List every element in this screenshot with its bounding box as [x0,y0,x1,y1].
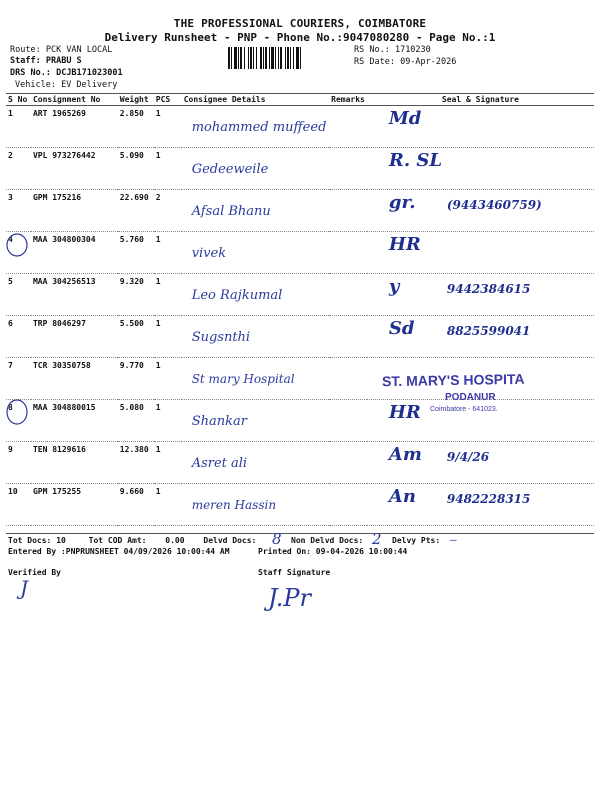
row-sno: 10 [6,484,31,526]
header-pcs: PCS [154,94,182,106]
row-remarks [329,106,367,148]
row-consignment-no: VPL 973276442 [31,148,118,190]
handwritten-signature: HR [388,402,421,423]
hospital-stamp-city: Coimbatore - 641023. [430,406,498,413]
row-consignee-cell [182,106,329,148]
row-remarks [329,400,367,442]
table-row [6,190,594,232]
delivered-count: 8 [272,530,282,548]
row-sno: 3 [6,190,31,232]
row-sno: 2 [6,148,31,190]
consignee-handwritten-name: mohammed muffeed [191,120,327,135]
non-delivered-count: 2 [372,530,382,548]
row-weight: 9.660 [118,484,154,526]
row-consignment-no: TCR 30350758 [31,358,118,400]
row-pcs: 1 [154,232,182,274]
row-consignment-no: MAA 304880015 [31,400,118,442]
row-pcs: 1 [154,316,182,358]
handwritten-phone: 8825599041 [446,324,531,338]
table-row [6,400,594,442]
row-consignment-no: GPM 175216 [31,190,118,232]
row-remarks [329,484,367,526]
verified-by-signature: J [20,576,29,600]
handwritten-signature: HR [388,234,421,255]
header-sno: S No [6,94,31,106]
footer-rule [6,533,594,534]
consignee-handwritten-name: Shankar [191,414,247,429]
staff-signature-label: Staff Signature [258,568,331,577]
row-weight: 9.770 [118,358,154,400]
row-consignee-cell [182,358,329,400]
barcode [228,47,350,69]
table-row [6,148,594,190]
footer-totals: Tot Docs: 10 Tot COD Amt: 0.00 Delvd Docs: [8,536,257,545]
row-8-circle-mark [4,398,30,426]
handwritten-phone: 9482228315 [446,492,531,506]
row-remarks [329,148,367,190]
consignee-handwritten-name: vivek [191,246,227,261]
row-sno: 4 [6,232,31,274]
header-remarks: Remarks [331,95,365,104]
hospital-stamp-name: ST. MARY'S HOSPITA [381,370,525,390]
row-seal-signature-cell [367,484,594,526]
row-pcs: 2 [154,190,182,232]
runsheet-table [6,93,594,526]
table-row [6,316,594,358]
row-remarks [329,274,367,316]
entered-by: Entered By :PNPRUNSHEET 04/09/2026 10:00:44 AM [8,547,230,556]
handwritten-signature: Am [388,444,422,465]
row-consignee-cell [182,442,329,484]
row-pcs: 1 [154,358,182,400]
document-title: THE PROFESSIONAL COURIERS, COIMBATORE [173,17,427,30]
handwritten-phone: (9443460759) [446,198,542,212]
row-pcs: 1 [154,106,182,148]
row-seal-signature-cell [367,442,594,484]
row-consignment-no: ART 1965269 [31,106,118,148]
non-delivered-label: Non Delvd Docs: [291,536,364,545]
table-row [6,484,594,526]
row-pcs: 1 [154,148,182,190]
consignee-handwritten-name: Sugsnthi [191,330,251,345]
row-consignment-no: GPM 175255 [31,484,118,526]
row-weight: 5.760 [118,232,154,274]
row-seal-signature-cell [367,190,594,232]
row-consignment-no: MAA 304256513 [31,274,118,316]
row-sno: 9 [6,442,31,484]
delivery-points-label: Delvy Pts: [392,536,441,545]
row-consignment-no: TRP 8046297 [31,316,118,358]
row-consignee-cell [182,148,329,190]
hospital-stamp-place: PODANUR [445,392,496,403]
row-weight: 5.500 [118,316,154,358]
row-sno: 7 [6,358,31,400]
handwritten-signature: Sd [388,318,415,339]
row-remarks [329,232,367,274]
table-row [6,442,594,484]
row-seal-signature-cell [367,106,594,148]
row-seal-signature-cell [367,274,594,316]
table-row [6,106,594,148]
row-consignment-no: TEN 8129616 [31,442,118,484]
drs-line: DRS No.: DCJB171023001 [10,68,123,78]
consignee-handwritten-name: meren Hassin [191,498,277,512]
row-weight: 22.690 [118,190,154,232]
table-row [6,232,594,274]
row-remarks [329,190,367,232]
printed-on: Printed On: 09-04-2026 10:00:44 [258,547,408,556]
verified-by-label: Verified By [8,568,61,577]
row-consignment-no: MAA 304800304 [31,232,118,274]
row-consignee-cell [182,190,329,232]
vehicle-line: Vehicle: EV Delivery [15,80,118,90]
row-pcs: 1 [154,484,182,526]
staff-line: Staff: PRABU S [10,56,82,66]
consignee-handwritten-name: Afsal Bhanu [191,204,271,219]
row-seal-signature-cell [367,316,594,358]
consignee-handwritten-name: St mary Hospital [191,372,295,386]
row-pcs: 1 [154,400,182,442]
header-weight: Weight [118,94,154,106]
row-remarks [329,442,367,484]
row-pcs: 1 [154,442,182,484]
table-row [6,274,594,316]
row-consignee-cell [182,400,329,442]
row-sno: 5 [6,274,31,316]
handwritten-signature: y [388,276,400,297]
staff-signature: J.Pr [268,584,312,612]
row-weight: 9.320 [118,274,154,316]
document-subtitle: Delivery Runsheet - PNP - Phone No.:9047080280 - Page No.:1 [104,31,496,44]
row-seal-signature-cell [367,232,594,274]
header-consignment: Consignment No [31,94,118,106]
row-consignee-cell [182,484,329,526]
row-consignee-cell [182,232,329,274]
row-sno: 8 [6,400,31,442]
route-line: Route: PCK VAN LOCAL [10,45,113,55]
row-consignee-cell [182,274,329,316]
handwritten-signature: An [388,486,416,507]
handwritten-phone: 9/4/26 [446,450,490,464]
consignee-handwritten-name: Gedeeweile [191,162,269,177]
handwritten-signature: R. SL [388,150,443,171]
delivery-points-value: — [450,533,457,546]
row-remarks [329,358,367,400]
row-sno: 6 [6,316,31,358]
header-seal-signature: Seal & Signature [367,94,594,106]
row-weight: 12.380 [118,442,154,484]
header-consignee: Consignee Details [182,94,329,106]
rs-no-line: RS No.: 1710230 [354,45,431,55]
row-weight: 5.090 [118,148,154,190]
row-seal-signature-cell [367,148,594,190]
row-weight: 2.850 [118,106,154,148]
handwritten-signature: gr. [388,192,416,213]
row-remarks [329,316,367,358]
row-consignee-cell [182,316,329,358]
handwritten-signature: Md [388,108,422,129]
table-header-row [6,94,594,106]
row-weight: 5.080 [118,400,154,442]
consignee-handwritten-name: Leo Rajkumal [191,288,283,303]
row-sno: 1 [6,106,31,148]
handwritten-phone: 9442384615 [446,282,531,296]
row-4-circle-mark [4,232,30,258]
rs-date-line: RS Date: 09-Apr-2026 [354,57,457,67]
consignee-handwritten-name: Asret ali [191,456,248,471]
row-pcs: 1 [154,274,182,316]
